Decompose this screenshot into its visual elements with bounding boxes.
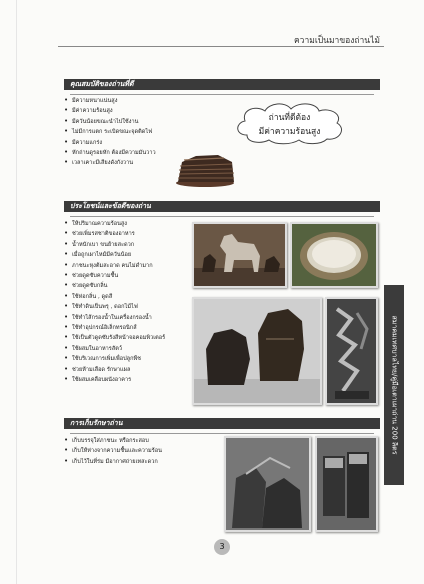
list-item: • หักถ่านดูรอยหัก ต้องมีความมันวาว (64, 148, 156, 158)
charcoal-heads-carving-photo (192, 297, 322, 405)
list-item: • ภาชนะหุงต้มสะอาด คนไม่ดำมาก (64, 261, 165, 271)
list-item: • ใช้บริเวณการเพิ่มเพื่อปลูกพืช (64, 354, 165, 364)
list-item: • ใช้เป็นตัวดูดซับรังสีหน้าจอคอมพิวเตอร์ (64, 333, 165, 343)
benefits-list (64, 219, 165, 386)
callout-cloud (233, 101, 346, 145)
list-item: • ใช้ผสมเคลือบผนังอาคาร (64, 375, 165, 385)
list-item: • น้ำหนักเบา ขนย้ายสะดวก (64, 240, 165, 250)
list-item: • ใช้ทำไส้กรองน้ำในเครื่องกรองน้ำ (64, 313, 165, 323)
page-number: 3 (214, 539, 230, 555)
callout-line-2: มีค่าความร้อนสูง (258, 127, 321, 137)
charcoal-bowl-photo (290, 222, 378, 288)
charcoal-decoration-photo (325, 297, 378, 405)
charcoal-horse-carving-photo (192, 222, 287, 288)
list-item: • เวลาเคาะมีเสียงดังกังวาน (64, 158, 156, 168)
section-rule (70, 433, 374, 434)
section-rule (70, 216, 374, 217)
section-heading-properties: คุณสมบัติของถ่านที่ดี (64, 79, 380, 90)
charcoal-bags-photo (315, 436, 378, 532)
side-tab-label: สมาคมเทศบาลไทย/คู่มือเตาเผาถ่าน 200 ลิตร (390, 315, 399, 455)
list-item: • ใช้ทำดินเป็นพรุ , ดอกไม้ไฟ (64, 302, 165, 312)
list-item: • ใช้ผสมในอาหารสัตว์ (64, 344, 165, 354)
section-heading-storage: การเก็บรักษาถ่าน (64, 418, 380, 429)
properties-list (64, 96, 156, 169)
list-item: • ช่วยเพิ่มรสชาติของอาหาร (64, 229, 165, 239)
list-item: • เก็บให้ห่างจากความชื้นและความร้อน (64, 446, 162, 456)
list-item: • ช่วยดูดซับความชื้น (64, 271, 165, 281)
list-item: • ใช้ห่อกลิ่น , ดูดสี (64, 292, 165, 302)
charcoal-sacks-photo (224, 436, 311, 532)
running-header: ความเป็นมาของถ่านไม้ (294, 36, 380, 46)
list-item: • ให้ปริมาณความร้อนสูง (64, 219, 165, 229)
list-item: • มีค่าความร้อนสูง (64, 106, 156, 116)
list-item: • ช่วยห้ามเลือด รักษาแผล (64, 365, 165, 375)
list-item: • มีความแกร่ง (64, 138, 156, 148)
list-item: • เก็บบรรจุใส่ภาชนะ หรือกระสอบ (64, 436, 162, 446)
list-item: • ช่วยดูดซับกลิ่น (64, 281, 165, 291)
list-item: • ไม่มีการแตก ระเบิดขณะจุดติดไฟ (64, 127, 156, 137)
callout-line-1: ถ่านที่ดีต้อง (268, 113, 311, 123)
list-item: • มีควันน้อยขณะนำไปใช้งาน (64, 117, 156, 127)
side-tab (384, 285, 404, 485)
section-rule (70, 94, 374, 95)
list-item: • ใช้ทำอุปกรณ์อิเล็กทรอนิกส์ (64, 323, 165, 333)
section-heading-benefits: ประโยชน์และข้อดีของถ่าน (64, 201, 380, 212)
list-item: • เก็บไว้ในที่ร่ม มีอากาศถ่ายเทสะดวก (64, 457, 162, 467)
header-rule (58, 46, 384, 47)
storage-list (64, 436, 162, 467)
list-item: • มีความหนาแน่นสูง (64, 96, 156, 106)
charcoal-pile-image (174, 150, 236, 188)
list-item: • เมื่อถูกเผาไหม้มีควันน้อย (64, 250, 165, 260)
